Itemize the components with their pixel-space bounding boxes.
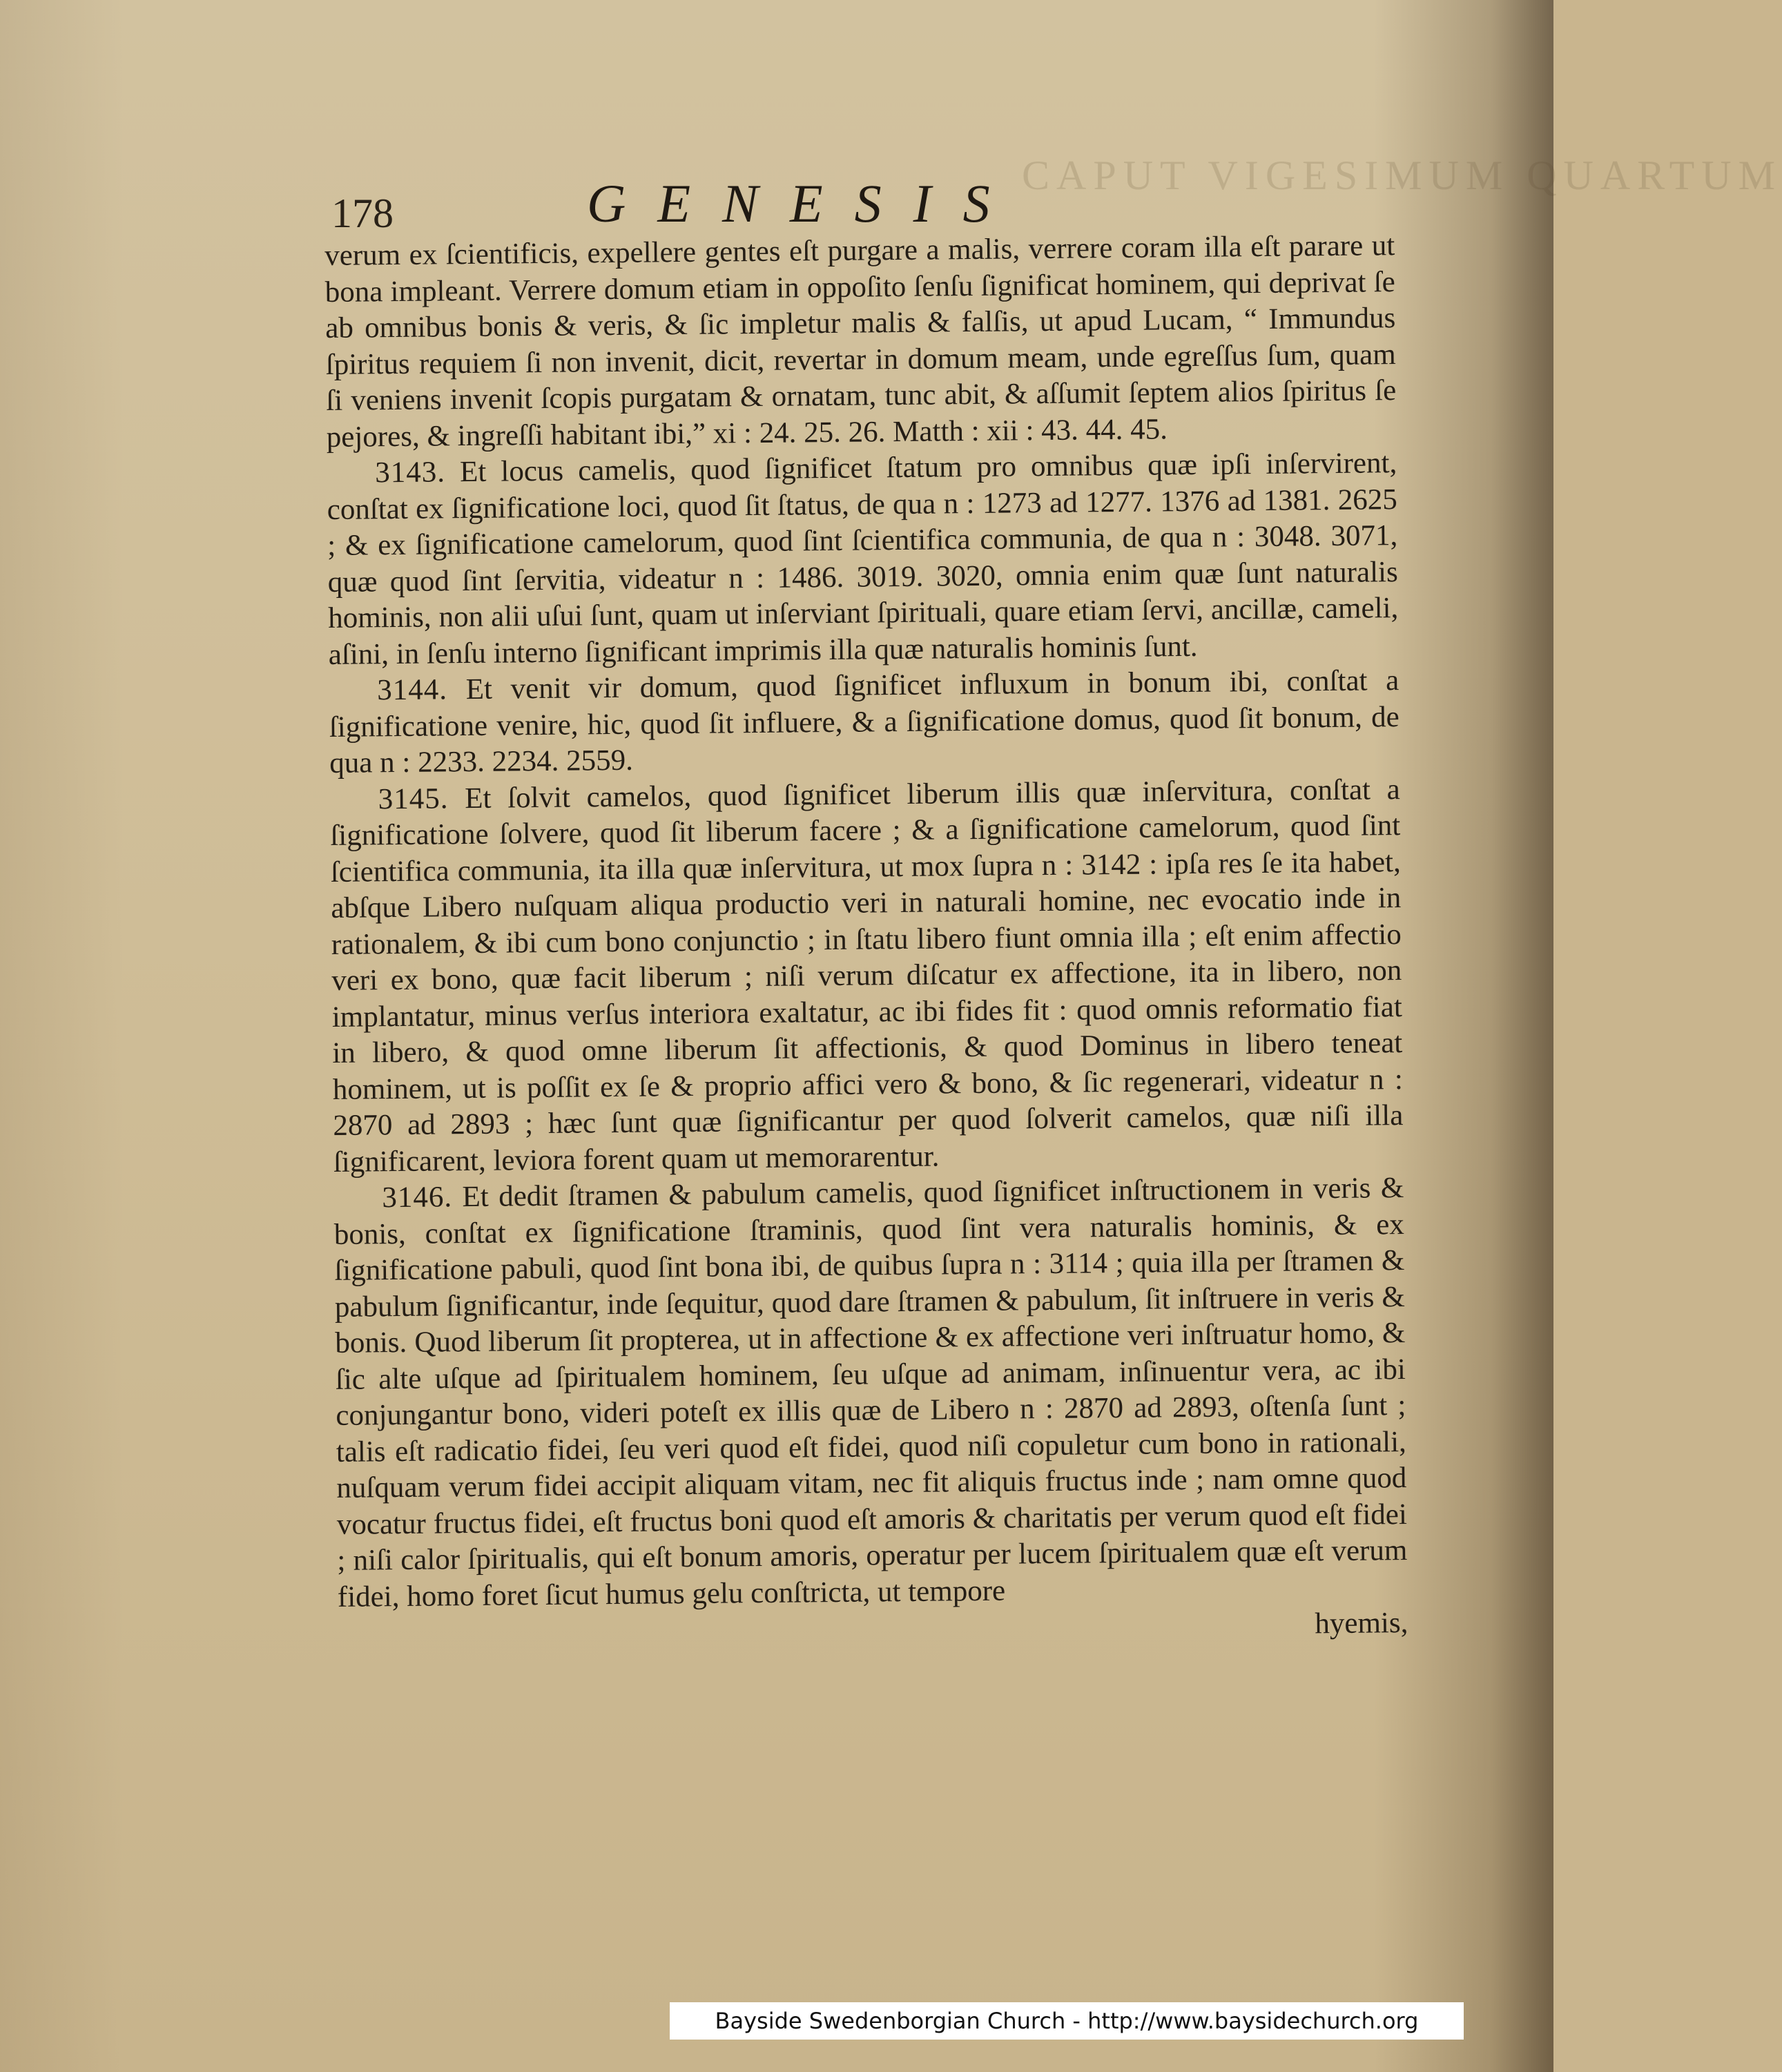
- paragraph-number: 3145.: [378, 782, 449, 815]
- paragraph-3144: [329, 663, 1400, 782]
- paragraph-text: Et locus camelis, quod ſignificet ſtatum pro omnibus quæ ipſi inſervirent, conſtat ex ſignificatione loci, quod ſit ſtatus, de qua n : 1273 ad 1277. 1376 ad 1381. 2625 ; & ex ſignificatione camelorum, quod ſint ſcientifica communia, de qua n : 3048. 3071, quæ quod ſint ſervitia, videatur n : 1486. 3019. 3020, omnia enim quæ ſunt naturalis hominis, non alii uſui ſunt, quam ut inſerviant ſpirituali, quare etiam ſervi, ancillæ, cameli, aſini, in ſenſu interno ſignificant imprimis illa quæ naturalis hominis ſunt.: [327, 447, 1399, 671]
- paragraph-3143: [327, 445, 1399, 673]
- paragraph-number: 3146.: [382, 1181, 453, 1214]
- paragraph-text: verum ex ſcientificis, expellere gentes eſt purgare a malis, verrere coram illa eſt parare ut bona impleant. Verrere domum etiam in oppoſito ſenſu ſignificat hominem, qui deprivat ſe ab omnibus bonis & veris, & ſic impletur malis & falſis, ut apud Lucam, “ Immundus ſpiritus requiem ſi non invenit, dicit, revertar in domum meam, unde egreſſus ſum, quam ſi veniens invenit ſcopis purgatam & ornatam, tunc abit, & aſſumit ſeptem alios ſpiritus ſe pejores, & ingreſſi habitant ibi,” xi : 24. 25. 26. Matth : xii : 43. 44. 45.: [325, 229, 1397, 454]
- paragraph-text: Et ſolvit camelos, quod ſignificet liberum illis quæ inſervitura, conſtat a ſignificatione ſolvere, quod ſit liberum facere ; & a ſignificatione camelorum, quod ſint ſcientifica communia, ita illa quæ inſervitura, ut mox ſupra n : 3142 : ipſa res ſe ita habet, abſque Libero nuſquam aliqua productio veri in naturali homine, nec evocatio inde in rationalem, & ibi cum bono conjunctio ; in ſtatu libero fiunt omnia illa ; eſt enim affectio veri ex bono, quæ facit liberum ; niſi verum diſcatur ex affectione, ita in libero, non implantatur, minus verſus interiora exaltatur, ac ibi fides fit : quod omnis reformatio fiat in libero, & quod omne liberum ſit affectionis, & quod Dominus in libero teneat hominem, ut is poſſit ex ſe & proprio affici vero & bono, & ſic regenerari, videatur n : 2870 ad 2893 ; hæc ſunt quæ ſignificantur per quod ſolverit camelos, quæ niſi illa ſignificarent, leviora forent quam ut memorarentur.: [330, 773, 1404, 1179]
- paragraph-3145: [330, 772, 1404, 1181]
- watermark-credit: Bayside Swedenborgian Church - http://www.baysidechurch.org: [670, 2002, 1464, 2040]
- paragraph-3146: [333, 1170, 1408, 1616]
- bleed-through-text: CAPUT VIGESIMUM QUARTUM: [1022, 153, 1782, 198]
- running-head: GENESIS: [587, 173, 1022, 233]
- paragraph-number: 3144.: [377, 673, 448, 707]
- paragraph-number: 3143.: [375, 456, 446, 490]
- paragraph-text: Et venit vir domum, quod ſignificet influxum in bonum ibi, conſtat a ſignificatione venire, hic, quod ſit influere, & a ſignificatione domus, quod ſit bonum, de qua n : 2233. 2234. 2559.: [329, 664, 1400, 780]
- body-text: [325, 228, 1408, 1652]
- paragraph-text: Et dedit ſtramen & pabulum camelis, quod ſignificet inſtructionem in veris & bonis, conſtat ex ſignificatione ſtraminis, quod ſint vera naturalis hominis, & ex ſignificatione pabuli, quod ſint bona ibi, de quibus ſupra n : 3114 ; quia illa per ſtramen & pabulum ſignificantur, inde ſequitur, quod dare ſtramen & pabulum, ſit inſtruere in veris & bonis. Quod liberum ſit propterea, ut in affectione & ex affectione veri inſtruatur homo, & ſic alte uſque ad ſpiritualem hominem, ſeu uſque ad animam, inſinuentur vera, ac ibi conjungantur bono, videri poteſt ex illis quæ de Libero n : 2870 ad 2893, oſtenſa ſunt ; talis eſt radicatio fidei, ſeu veri quod eſt fidei, quod niſi copuletur cum bono in rationali, nuſquam verum fidei accipit aliquam vitam, nec fit aliquis fructus inde ; nam omne quod vocatur fructus fidei, eſt fructus boni quod eſt amoris & charitatis per verum quod eſt fidei ; niſi calor ſpiritualis, qui eſt bonum amoris, operatur per lucem ſpiritualem quæ eſt verum fidei, homo foret ſicut humus gelu conſtricta, ut tempore: [333, 1172, 1408, 1614]
- paragraph-continued: [325, 228, 1397, 456]
- page-number: 178: [331, 191, 394, 236]
- catchword: hyemis,: [1315, 1607, 1408, 1640]
